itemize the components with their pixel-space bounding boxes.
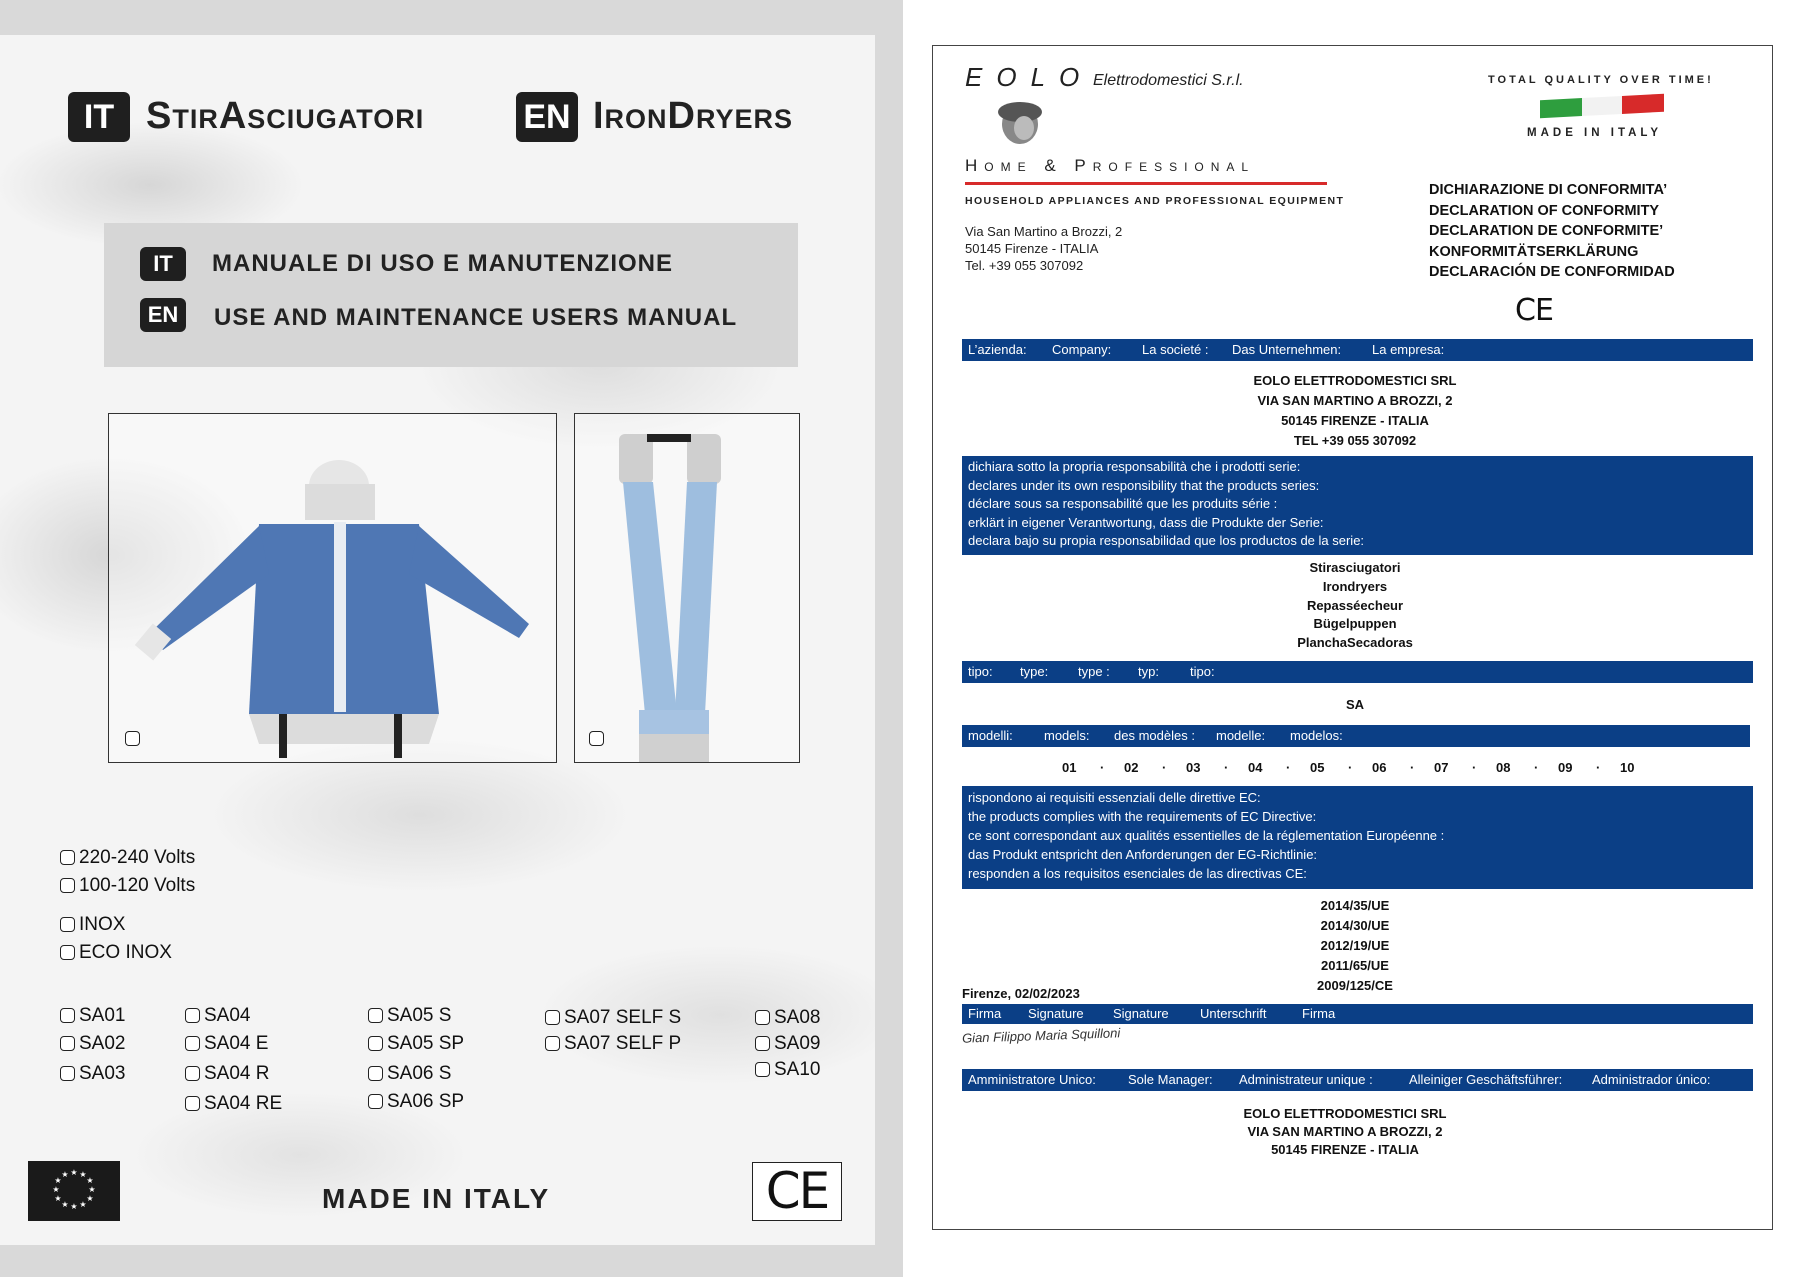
lang-badge-en: EN [516, 92, 578, 142]
brand-name: EOLO [965, 62, 1094, 92]
svg-text:★: ★ [61, 1170, 69, 1179]
household-label: HOUSEHOLD APPLIANCES AND PROFESSIONAL EQUIPMENT [965, 195, 1345, 207]
checkbox-icon [60, 878, 75, 893]
lang-badge-en-small: EN [140, 298, 186, 332]
pants-dryer-image [575, 414, 799, 762]
svg-text:★: ★ [54, 1194, 62, 1203]
lang-badge-it-small: IT [140, 247, 186, 281]
svg-text:★: ★ [61, 1200, 69, 1209]
home-professional: Home & Professional [965, 156, 1256, 175]
lang-badge-it: IT [68, 92, 130, 142]
model-option-sa01[interactable]: SA01 [60, 1005, 125, 1027]
place-date: Firenze, 02/02/2023 [962, 986, 1080, 1001]
eu-flag-icon [28, 1161, 120, 1221]
manual-title-en: USE AND MAINTENANCE USERS MANUAL [214, 304, 738, 331]
company-address-line: 50145 Firenze - ITALIA [965, 241, 1099, 256]
model-option-sa05-s[interactable]: SA05 S [368, 1005, 451, 1027]
material-option-inox[interactable]: INOX [60, 914, 125, 936]
model-option-sa08[interactable]: SA08 [755, 1007, 820, 1029]
svg-text:★: ★ [54, 1176, 62, 1185]
model-option-sa02[interactable]: SA02 [60, 1033, 125, 1055]
checkbox-icon [60, 917, 75, 932]
tagline: TOTAL QUALITY OVER TIME! [1488, 74, 1714, 86]
company-address-line: Via San Martino a Brozzi, 2 [965, 224, 1123, 239]
brand-subtitle: Elettrodomestici S.r.l. [1093, 72, 1244, 89]
made-in-italy-label: MADE IN ITALY [322, 1183, 551, 1214]
footer-company: EOLO ELETTRODOMESTICI SRL VIA SAN MARTINO A BROZZI, 2 50145 FIRENZE - ITALIA [1243, 1106, 1447, 1157]
svg-text:★: ★ [70, 1202, 78, 1211]
declares-bar: dichiara sotto la propria responsabilità che i prodotti serie: declares under its own responsibility that the products series: déclare sous sa responsabilité que les produits série : erklärt in eigener Verantwortung, dass die Produkte der Serie: declara bajo su propia responsabilidad que los productos de la serie: [962, 456, 1753, 555]
comply-bar: rispondono ai requisiti essenziali delle direttive EC: the products complies with the requirements of EC Directive: ce sont correspondant aux qualités essentielles de la réglementation Européenne : das Produkt entspricht den Anforderungen der EG-Richtlinie: responden a los requisitos esenciales de las directivas CE: [962, 786, 1753, 889]
model-option-sa07-self-s[interactable]: SA07 SELF S [545, 1007, 681, 1029]
model-option-sa05-sp[interactable]: SA05 SP [368, 1033, 464, 1055]
ce-mark-box [752, 1162, 842, 1221]
logo-head-icon [990, 98, 1050, 148]
manual-cover-page [0, 35, 875, 1245]
directives-list: 2014/35/UE 2014/30/UE 2012/19/UE 2011/65/UE 2009/125/CE [1317, 898, 1393, 993]
type-bar: tipo: type: type : typ: tipo: [962, 661, 1753, 683]
type-value: SA [1345, 697, 1365, 712]
checkbox-icon [60, 850, 75, 865]
made-in-italy-small: MADE IN ITALY [1527, 127, 1663, 139]
model-option-sa03[interactable]: SA03 [60, 1063, 125, 1085]
model-option-sa10[interactable]: SA10 [755, 1059, 820, 1081]
svg-text:★: ★ [86, 1194, 94, 1203]
signature-bar: Firma Signature Signature Unterschrift Firma [962, 1004, 1753, 1024]
manual-title-it: MANUALE DI USO E MANUTENZIONE [212, 250, 673, 277]
model-option-sa04-r[interactable]: SA04 R [185, 1063, 269, 1085]
manual-title-box [104, 223, 798, 367]
model-option-sa09[interactable]: SA09 [755, 1033, 820, 1055]
models-bar: modelli: models: des modèles : modelle: modelos: [962, 725, 1750, 747]
svg-text:★: ★ [79, 1170, 87, 1179]
voltage-option-220[interactable]: 220-240 Volts [60, 847, 195, 869]
title-en: IronDryers [593, 95, 794, 137]
red-rule [965, 182, 1327, 185]
svg-text:★: ★ [88, 1185, 96, 1194]
material-option-eco-inox[interactable]: ECO INOX [60, 942, 172, 964]
company-bar: L’azienda: Company: La societé : Das Unternehmen: La empresa: [962, 339, 1753, 361]
pants-checkbox[interactable] [589, 730, 608, 748]
product-names: Stirasciugatori Irondryers Repasséecheur Bügelpuppen PlanchaSecadoras [1297, 560, 1413, 651]
svg-text:★: ★ [86, 1176, 94, 1185]
signature: Gian Filippo Maria Squilloni [961, 1025, 1121, 1046]
svg-text:★: ★ [79, 1200, 87, 1209]
title-it: StirAsciugatori [146, 95, 425, 137]
shirt-checkbox[interactable] [125, 730, 144, 748]
model-option-sa04[interactable]: SA04 [185, 1005, 250, 1027]
shirt-dryer-photo [108, 413, 557, 763]
admin-bar: Amministratore Unico: Sole Manager: Administrateur unique : Alleiniger Geschäftsführer: Administrador único: [962, 1069, 1753, 1091]
model-option-sa06-sp[interactable]: SA06 SP [368, 1091, 464, 1113]
ce-mark-icon: CE [1515, 293, 1553, 328]
svg-text:★: ★ [70, 1168, 78, 1177]
pants-dryer-photo [574, 413, 800, 763]
model-numbers: 01 · 02 · 03 · 04 · 05 · 06 · 07 · 08 · 09 · 10 [1062, 760, 1635, 775]
company-address-line: Tel. +39 055 307092 [965, 258, 1084, 273]
voltage-option-100[interactable]: 100-120 Volts [60, 875, 195, 897]
shirt-dryer-image [109, 414, 556, 762]
model-option-sa07-self-p[interactable]: SA07 SELF P [545, 1033, 681, 1055]
checkbox-icon [60, 945, 75, 960]
ce-mark-icon: CE [765, 1162, 829, 1220]
model-option-sa06-s[interactable]: SA06 S [368, 1063, 451, 1085]
declaration-titles: DICHIARAZIONE DI CONFORMITA’ DECLARATION OF CONFORMITY DECLARATION DE CONFORMITE’ KONFORMITÄTSERKLÄRUNG DECLARACIÓN DE CONFORMIDAD [1429, 182, 1675, 280]
model-option-sa04-e[interactable]: SA04 E [185, 1033, 268, 1055]
svg-text:★: ★ [52, 1185, 60, 1194]
company-info: EOLO ELETTRODOMESTICI SRL VIA SAN MARTINO A BROZZI, 2 50145 FIRENZE - ITALIA TEL +39 055 307092 [1253, 373, 1457, 448]
model-option-sa04-re[interactable]: SA04 RE [185, 1093, 282, 1115]
